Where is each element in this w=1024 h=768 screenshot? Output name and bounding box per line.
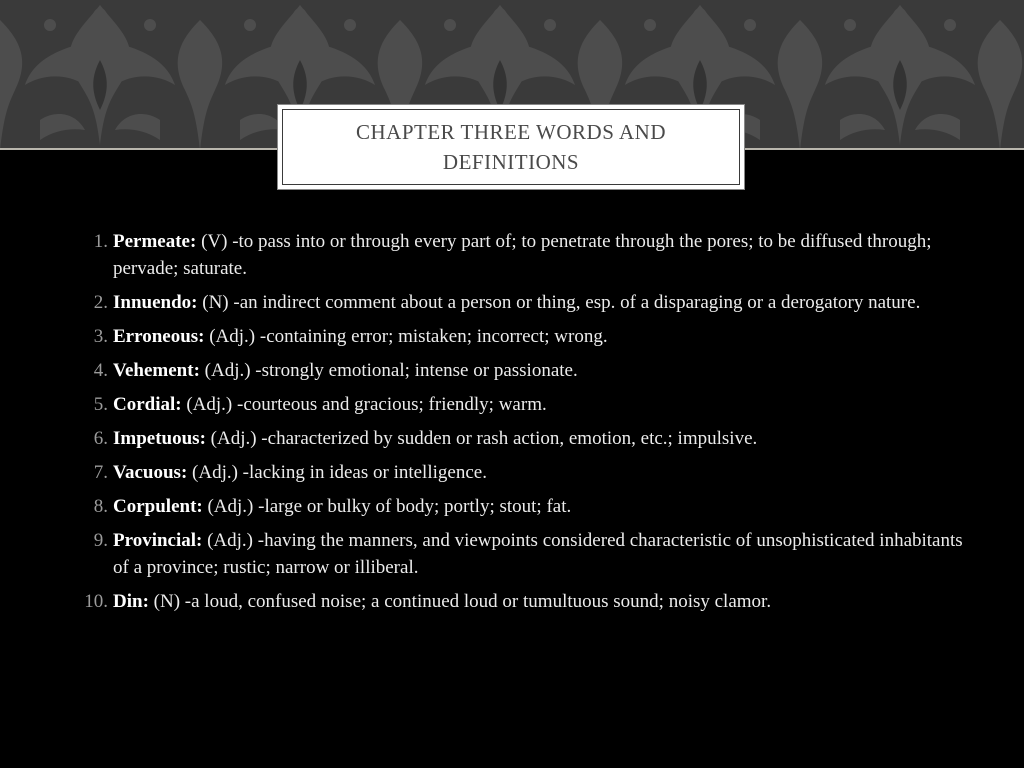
slide-title: CHAPTER THREE WORDS AND DEFINITIONS xyxy=(355,120,666,174)
definition: (Adj.) -having the manners, and viewpoints considered characteristic of unsophisticated inhabitants of a province; rustic; narrow or illiberal. xyxy=(113,530,963,578)
term: Erroneous: xyxy=(113,326,205,347)
title-box xyxy=(277,104,745,190)
definition: (N) -a loud, confused noise; a continued loud or tumultuous sound; noisy clamor. xyxy=(153,591,772,612)
list-item xyxy=(0,289,1024,316)
term: Corpulent: xyxy=(113,496,203,517)
list-item xyxy=(0,391,1024,418)
definition: (N) -an indirect comment about a person or thing, esp. of a disparaging or a derogatory nature. xyxy=(202,292,921,313)
term: Din: xyxy=(113,591,149,612)
item-number: 3. xyxy=(93,326,108,347)
list-item xyxy=(0,357,1024,384)
list-item xyxy=(0,459,1024,486)
item-number: 5. xyxy=(93,394,108,415)
definition-list xyxy=(0,228,1024,615)
item-number: 2. xyxy=(93,292,108,313)
title-frame xyxy=(282,109,740,185)
term: Vacuous: xyxy=(113,462,188,483)
item-number: 8. xyxy=(93,496,108,517)
term: Vehement: xyxy=(113,360,200,381)
definitions-content xyxy=(0,228,1024,622)
term: Innuendo: xyxy=(113,292,198,313)
term: Impetuous: xyxy=(113,428,206,449)
list-item xyxy=(0,527,1024,581)
item-number: 1. xyxy=(93,231,108,252)
list-item xyxy=(0,588,1024,615)
item-number: 9. xyxy=(93,530,108,551)
list-item xyxy=(0,228,1024,282)
list-item xyxy=(0,323,1024,350)
definition: (Adj.) -strongly emotional; intense or passionate. xyxy=(204,360,578,381)
item-number: 4. xyxy=(93,360,108,381)
item-number: 10. xyxy=(84,591,108,612)
term: Provincial: xyxy=(113,530,203,551)
term: Cordial: xyxy=(113,394,182,415)
definition: (Adj.) -containing error; mistaken; incorrect; wrong. xyxy=(209,326,608,347)
item-number: 6. xyxy=(93,428,108,449)
definition: (Adj.) -characterized by sudden or rash action, emotion, etc.; impulsive. xyxy=(210,428,758,449)
term: Permeate: xyxy=(113,231,197,252)
definition: (V) -to pass into or through every part of; to penetrate through the pores; to be diffused through; pervade; saturate. xyxy=(113,231,932,279)
definition: (Adj.) -courteous and gracious; friendly; warm. xyxy=(186,394,547,415)
list-item xyxy=(0,425,1024,452)
definition: (Adj.) -large or bulky of body; portly; stout; fat. xyxy=(207,496,572,517)
definition: (Adj.) -lacking in ideas or intelligence. xyxy=(192,462,487,483)
list-item xyxy=(0,493,1024,520)
item-number: 7. xyxy=(93,462,108,483)
